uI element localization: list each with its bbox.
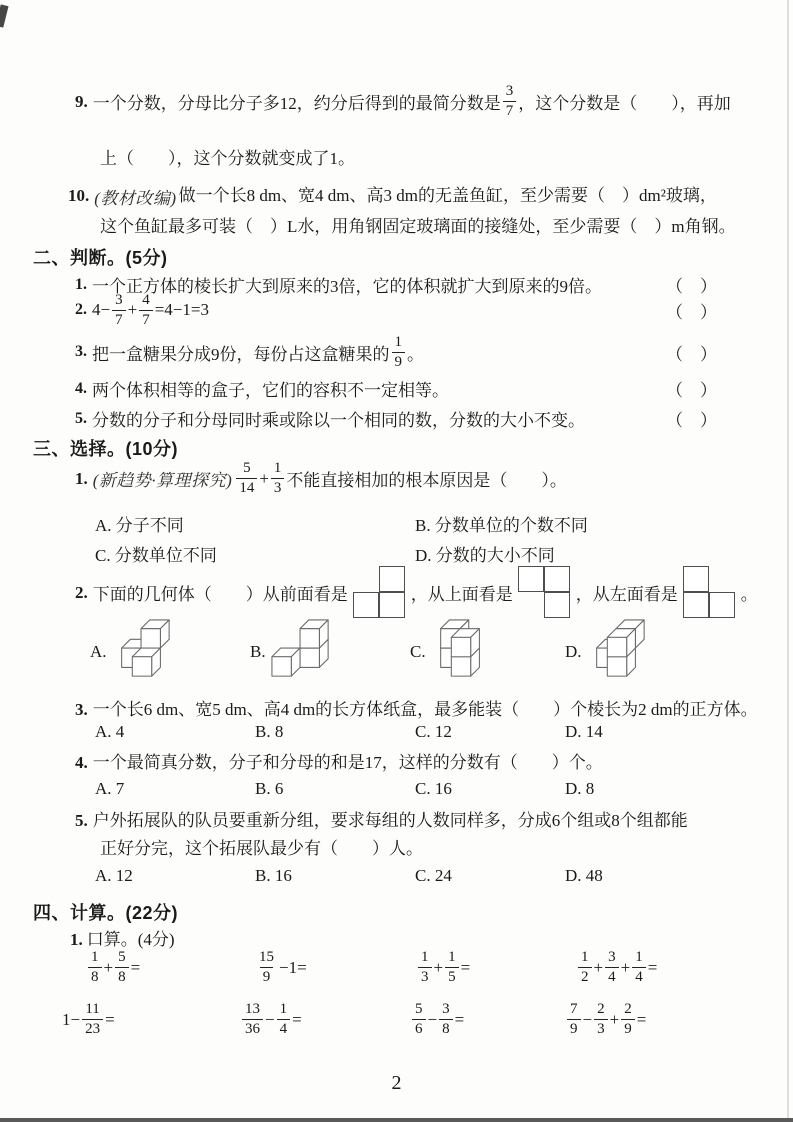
choice-q5-line-1 bbox=[75, 808, 688, 834]
cube-option-d bbox=[565, 618, 649, 685]
fraction: $\frac{13}{36}$ bbox=[242, 1002, 263, 1037]
fraction: $\frac{1}{4}$ bbox=[277, 1002, 291, 1037]
cube-option-b-label: B. bbox=[250, 641, 266, 661]
oral-calc-expr-3 bbox=[416, 950, 576, 985]
choice-q2-text-3: ，从左面看是 bbox=[575, 585, 678, 604]
math-text: 把一盒糖果分成9份，每份占这盒糖果的 bbox=[92, 344, 390, 364]
math-text: = bbox=[636, 1009, 647, 1029]
choice-q2-text-2: ，从上面看是 bbox=[410, 585, 513, 604]
cube-figure-svg bbox=[429, 618, 493, 680]
fraction: $\frac{4}{7}$ bbox=[139, 293, 153, 328]
choice-q4-option-d: D. 8 bbox=[565, 779, 595, 798]
cube-figure-svg bbox=[585, 618, 649, 680]
choice-q3-text: 一个长6 dm、宽5 dm、高4 dm的长方体纸盒，最多能装（ ）个棱长为2 dm的正方体。 bbox=[92, 700, 758, 719]
choice-q2-cube-options bbox=[90, 618, 649, 685]
fraction: $\frac{2}{3}$ bbox=[594, 1002, 608, 1037]
page-number: 2 bbox=[391, 1072, 402, 1094]
choice-q2-number: 2. bbox=[75, 582, 88, 602]
question-10-source-tag: (教材改编) bbox=[94, 188, 177, 208]
scan-bottom-edge-band bbox=[0, 1118, 793, 1122]
fraction: $\frac{2}{9}$ bbox=[621, 1002, 635, 1037]
cube-figure-svg bbox=[110, 618, 174, 680]
calc-sub-number: 1. bbox=[70, 930, 83, 949]
cube-option-a bbox=[90, 618, 250, 685]
choice-q2-text-1: 下面的几何体（ ）从前面看是 bbox=[92, 585, 348, 604]
choice-q5-option-b: B. 16 bbox=[255, 866, 292, 885]
math-text: = bbox=[130, 957, 141, 977]
math-text: = bbox=[454, 1009, 465, 1029]
judge-item-3-number: 3. bbox=[75, 343, 87, 360]
oral-calc-row-2 bbox=[62, 1002, 646, 1037]
view-grid-cell bbox=[544, 592, 570, 618]
front-view-figure bbox=[353, 566, 406, 619]
oral-calc-expr-8 bbox=[565, 1002, 646, 1037]
choice-q5-number: 5. bbox=[75, 811, 88, 830]
view-grid-cell bbox=[709, 592, 735, 618]
choice-q5-text-1: 户外拓展队的队员要重新分组，要求每组的人数同样多，分成6个组或8个组都能 bbox=[92, 811, 688, 830]
cube-figure-c bbox=[429, 618, 493, 685]
fraction: $\frac{3}{8}$ bbox=[439, 1002, 453, 1037]
choice-q1-option-b: B. 分数单位的个数不同 bbox=[415, 516, 588, 535]
judge-item-4-text bbox=[75, 376, 449, 401]
choice-q1-option-c: C. 分数单位不同 bbox=[95, 546, 217, 565]
oral-calc-expr-7 bbox=[410, 1002, 565, 1037]
choice-q4 bbox=[75, 750, 603, 776]
section-judge-title: 二、判断。(5分) bbox=[33, 248, 168, 268]
judge-item-1-number: 1. bbox=[75, 275, 87, 293]
fraction: $\frac{1}{3}$ bbox=[271, 461, 285, 496]
math-text: + bbox=[620, 957, 631, 977]
math-text: − bbox=[582, 1009, 593, 1029]
math-text: = bbox=[460, 957, 471, 977]
math-text: = bbox=[647, 957, 658, 977]
judge-item-4-number: 4. bbox=[75, 379, 87, 397]
view-grid-cell bbox=[518, 566, 544, 592]
fraction: $\frac{3}{7}$ bbox=[503, 84, 517, 119]
cube-option-a-label: A. bbox=[90, 641, 107, 661]
judge-item-5-answer-blank: （ ） bbox=[666, 411, 717, 430]
section-choice-title: 三、选择。(10分) bbox=[33, 439, 179, 459]
judge-item-4 bbox=[75, 376, 717, 401]
choice-q4-option-a: A. 7 bbox=[95, 779, 125, 798]
choice-q5-option-a: A. 12 bbox=[95, 866, 133, 885]
choice-q4-number: 4. bbox=[75, 753, 88, 772]
judge-item-2-statement bbox=[92, 293, 209, 328]
view-grid-cell bbox=[379, 592, 405, 618]
math-text: + bbox=[609, 1009, 620, 1029]
math-text: −1= bbox=[279, 957, 307, 977]
math-text: 一个正方体的棱长扩大到原来的3倍，它的体积就扩大到原来的9倍。 bbox=[92, 277, 602, 296]
view-grid-cell bbox=[353, 592, 379, 618]
section-calc-title: 四、计算。(22分) bbox=[33, 903, 179, 923]
choice-q2 bbox=[75, 566, 758, 619]
question-9-number: 9. bbox=[75, 91, 88, 111]
choice-q5-line-2: 正好分完，这个拓展队最少有（ ）人。 bbox=[100, 839, 423, 858]
judge-item-2-text bbox=[75, 293, 209, 328]
fraction: $\frac{7}{9}$ bbox=[567, 1002, 581, 1037]
oral-calc-expr-5 bbox=[62, 1002, 240, 1037]
math-text: − bbox=[427, 1009, 438, 1029]
scan-corner-mark bbox=[0, 4, 9, 27]
math-text: =4−1=3 bbox=[154, 300, 209, 319]
choice-q1-trend-tag: (新趋势·算理探究) bbox=[92, 471, 233, 490]
fraction: $\frac{3}{4}$ bbox=[605, 950, 619, 985]
top-view-figure bbox=[518, 566, 571, 619]
view-grid-cell bbox=[683, 592, 709, 618]
oral-calc-expr-2 bbox=[254, 950, 416, 985]
judge-item-2-number: 2. bbox=[75, 301, 87, 318]
question-10-text: 做一个长8 dm、宽4 dm、高3 dm的无盖鱼缸，至少需要（ ）dm²玻璃， bbox=[178, 186, 717, 205]
choice-q3-option-b: B. 8 bbox=[255, 722, 284, 741]
judge-item-4-answer-blank: （ ） bbox=[666, 381, 717, 400]
fraction: $\frac{5}{6}$ bbox=[412, 1002, 426, 1037]
oral-calc-expr-4 bbox=[576, 950, 657, 985]
question-10-line-2: 这个鱼缸最多可装（ ）L水，用角钢固定玻璃面的接缝处，至少需要（ ）m角钢。 bbox=[100, 217, 736, 236]
fraction: $\frac{1}{2}$ bbox=[578, 950, 592, 985]
judge-item-3-statement bbox=[92, 335, 424, 370]
choice-q4-option-b: B. 6 bbox=[255, 779, 284, 798]
fraction: $\frac{11}{23}$ bbox=[82, 1002, 103, 1037]
oral-calc-expr-1 bbox=[86, 950, 254, 985]
oral-calc-row-1 bbox=[86, 950, 657, 985]
judge-item-3 bbox=[75, 331, 717, 373]
fraction: $\frac{1}{9}$ bbox=[392, 335, 406, 370]
math-text: 。 bbox=[407, 344, 424, 364]
fraction: $\frac{1}{3}$ bbox=[418, 950, 432, 985]
question-10-number: 10. bbox=[68, 186, 90, 205]
fraction: $\frac{15}{9}$ bbox=[259, 949, 274, 985]
fraction: $\frac{1}{5}$ bbox=[445, 950, 459, 985]
math-text: + bbox=[259, 468, 269, 488]
oral-calc-expr-6 bbox=[240, 1002, 410, 1037]
choice-q3-number: 3. bbox=[75, 700, 88, 719]
judge-item-2 bbox=[75, 289, 717, 331]
choice-q4-option-c: C. 16 bbox=[415, 779, 452, 798]
question-9-line-1 bbox=[75, 84, 731, 119]
choice-q5-option-d: D. 48 bbox=[565, 866, 603, 885]
choice-q3-option-c: C. 12 bbox=[415, 722, 452, 741]
choice-q1-number: 1. bbox=[75, 468, 88, 488]
choice-q1-option-d: D. 分数的大小不同 bbox=[415, 546, 555, 565]
math-text: 分数的分子和分母同时乘或除以一个相同的数，分数的大小不变。 bbox=[92, 411, 585, 430]
choice-q4-text: 一个最简真分数，分子和分母的和是17，这样的分数有（ ）个。 bbox=[92, 753, 603, 772]
choice-q3-option-a: A. 4 bbox=[95, 722, 125, 741]
math-text: + bbox=[103, 957, 114, 977]
cube-option-c-label: C. bbox=[410, 641, 426, 661]
math-text: + bbox=[593, 957, 604, 977]
choice-q1-options bbox=[95, 511, 588, 566]
cube-figure-a bbox=[110, 618, 174, 685]
math-text: + bbox=[433, 957, 444, 977]
math-text: − bbox=[265, 1009, 275, 1029]
cube-figure-d bbox=[585, 618, 649, 685]
fraction: $\frac{5}{14}$ bbox=[236, 461, 257, 496]
math-text: + bbox=[127, 300, 138, 319]
fraction: $\frac{1}{8}$ bbox=[88, 950, 102, 985]
choice-q3 bbox=[75, 697, 758, 723]
view-grid-cell bbox=[683, 566, 709, 592]
question-9-text bbox=[93, 84, 731, 119]
judge-item-5-statement bbox=[92, 406, 585, 431]
judge-item-3-text bbox=[75, 335, 424, 370]
choice-q4-options bbox=[95, 779, 594, 799]
scan-right-edge-line bbox=[787, 0, 789, 1122]
judge-item-1-answer-blank: （ ） bbox=[666, 277, 717, 296]
judge-item-5 bbox=[75, 406, 717, 431]
cube-option-b bbox=[250, 618, 410, 685]
math-text: 两个体积相等的盒子，它们的容积不一定相等。 bbox=[92, 381, 449, 400]
choice-q5-option-c: C. 24 bbox=[415, 866, 452, 885]
cube-option-d-label: D. bbox=[565, 641, 582, 661]
choice-q2-text-4: 。 bbox=[740, 585, 758, 604]
fraction: $\frac{3}{7}$ bbox=[112, 293, 126, 328]
math-text: 一个分数，分母比分子多12，约分后得到的最简分数是 bbox=[92, 94, 501, 113]
cube-figure-b bbox=[269, 618, 333, 685]
judge-item-2-answer-blank: （ ） bbox=[666, 302, 717, 322]
judge-item-4-statement bbox=[92, 376, 449, 401]
judge-item-5-number: 5. bbox=[75, 409, 87, 427]
cube-figure-svg bbox=[269, 618, 333, 680]
judge-item-5-text bbox=[75, 406, 585, 431]
choice-q1-text bbox=[234, 461, 567, 496]
math-text: = bbox=[292, 1009, 302, 1029]
math-text: 1− bbox=[62, 1009, 81, 1029]
choice-q1-option-a: A. 分子不同 bbox=[95, 516, 184, 535]
math-text: 4− bbox=[92, 300, 111, 319]
fraction: $\frac{5}{8}$ bbox=[115, 950, 129, 985]
choice-q5-options bbox=[95, 866, 603, 886]
view-grid-cell bbox=[379, 566, 405, 592]
cube-option-c bbox=[410, 618, 565, 685]
choice-q3-option-d: D. 14 bbox=[565, 722, 603, 741]
fraction: $\frac{1}{4}$ bbox=[632, 950, 646, 985]
calc-sub-label: 口算。(4分) bbox=[86, 930, 175, 949]
question-9-line-2: 上（ ），这个分数就变成了1。 bbox=[100, 149, 355, 168]
question-10-line-1 bbox=[68, 183, 717, 209]
math-text: ，这个分数是（ ），再加 bbox=[518, 94, 731, 113]
view-grid-cell bbox=[544, 566, 570, 592]
math-text: 不能直接相加的根本原因是（ ）。 bbox=[286, 471, 567, 490]
choice-q3-options bbox=[95, 722, 603, 742]
judge-item-3-answer-blank: （ ） bbox=[666, 344, 717, 364]
choice-q1 bbox=[75, 461, 567, 496]
math-text: = bbox=[105, 1009, 115, 1029]
left-view-figure bbox=[683, 566, 736, 619]
